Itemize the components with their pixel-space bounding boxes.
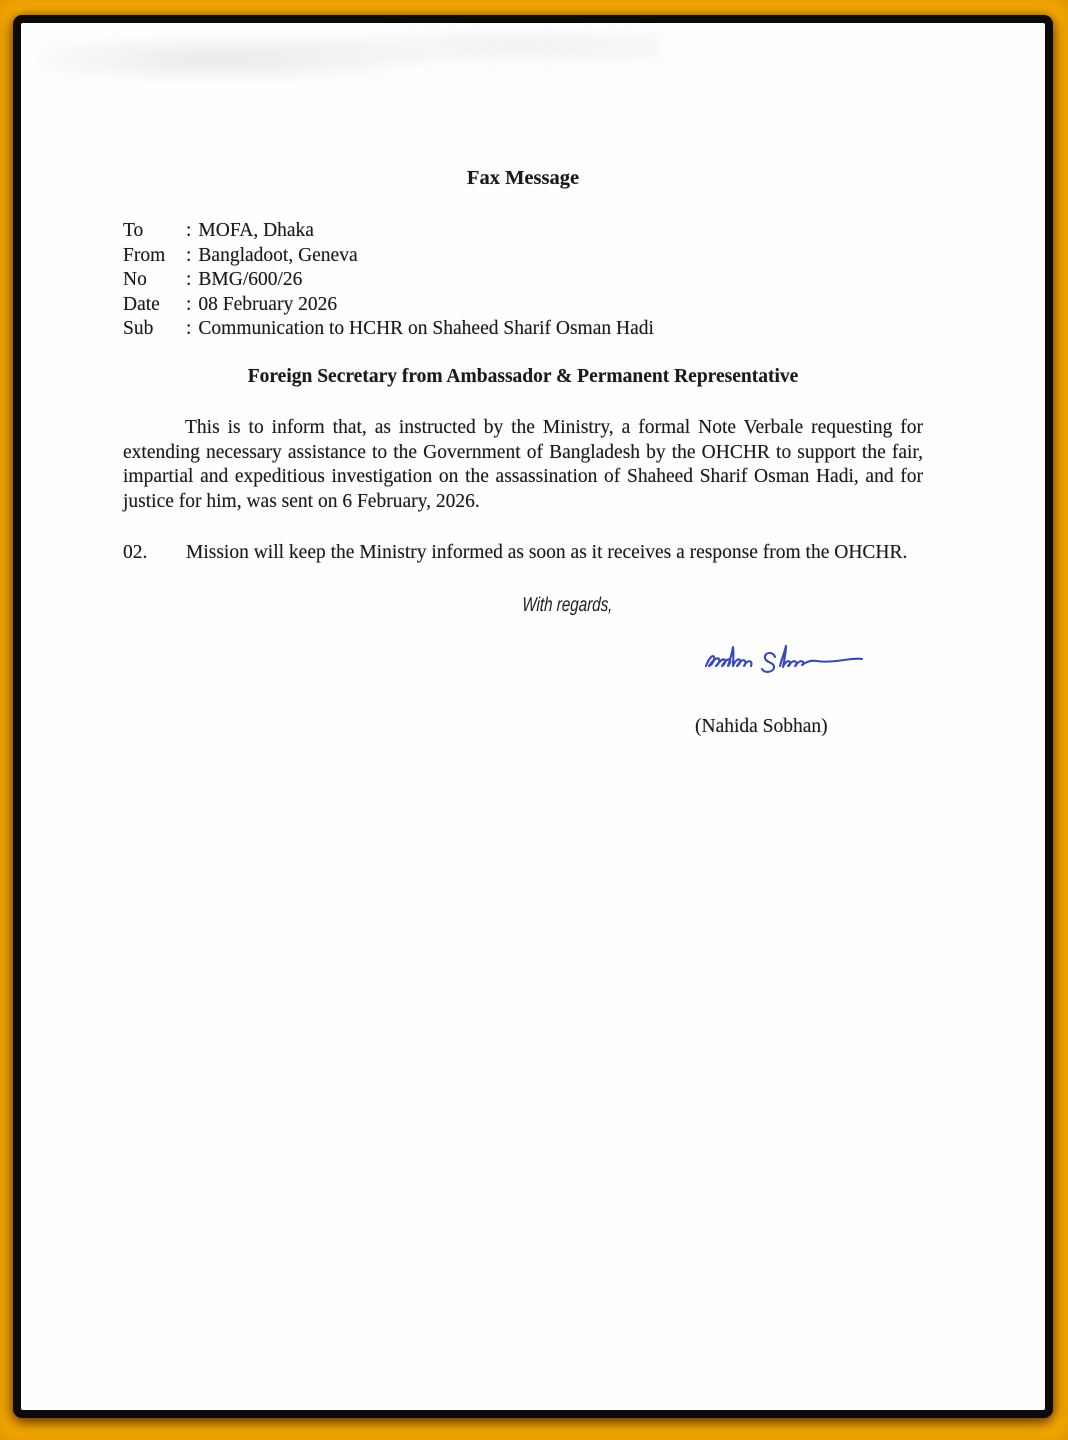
fax-page [21, 23, 1045, 1410]
page-frame [13, 15, 1053, 1418]
header-field-sub [123, 317, 923, 342]
body-paragraph-2 [123, 541, 923, 566]
field-separator: : [186, 244, 192, 266]
header-field-date [123, 293, 923, 318]
paragraph-text: Mission will keep the Ministry informed as soon as it receives a response from the OHCHR. [186, 542, 908, 563]
header-field-to [123, 219, 923, 244]
field-separator: : [186, 318, 192, 339]
field-label: Sub [123, 318, 154, 339]
field-label: From [123, 244, 166, 266]
field-label: Date [123, 293, 160, 315]
page-content [123, 165, 923, 740]
header-field-no [123, 268, 923, 293]
field-label: To [123, 220, 144, 241]
fax-header-fields [123, 219, 923, 342]
closing-line [123, 593, 923, 618]
field-value: 08 February 2026 [198, 293, 338, 315]
field-value: MOFA, Dhaka [198, 220, 314, 241]
field-separator: : [186, 293, 192, 315]
subject-heading: Foreign Secretary from Ambassador & Permanent Representative [247, 365, 799, 387]
paragraph-number: 02. [123, 542, 148, 563]
document-title: Fax Message [466, 167, 580, 189]
field-value: Communication to HCHR on Shaheed Sharif Osman Hadi [198, 318, 654, 339]
field-value: Bangladoot, Geneva [198, 244, 358, 266]
field-separator: : [186, 220, 192, 241]
field-value: BMG/600/26 [198, 269, 303, 290]
header-field-from [123, 244, 923, 269]
field-separator: : [186, 269, 192, 290]
signatory-name: (Nahida Sobhan) [695, 716, 828, 737]
closing-text: With regards, [521, 593, 613, 616]
handwritten-signature-image [698, 635, 873, 677]
scan-smudge-artifact [41, 23, 661, 89]
field-label: No [123, 269, 147, 290]
body-paragraph-1: This is to inform that, as instructed by the Ministry, a formal Note Verbale requesting for extending necessary assistance to the Government of Bangladesh by the OHCHR to support the fair, impartial and expeditious investigation on the assassination of Shaheed Sharif Osman Hadi, and for justice for him, was sent on 6 February, 2026. [123, 417, 923, 512]
